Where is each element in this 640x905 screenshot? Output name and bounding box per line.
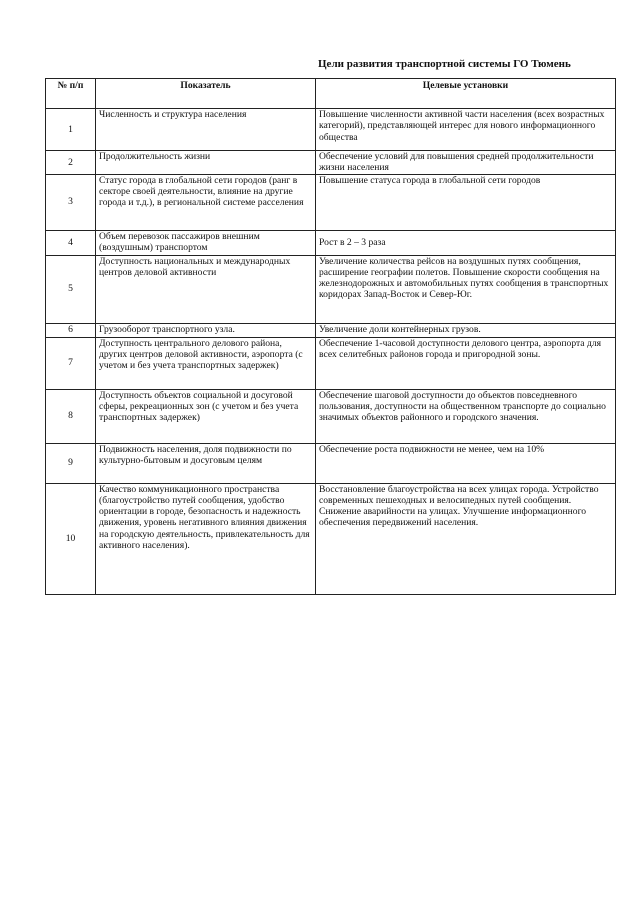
row-indicator: Грузооборот транспортного узла. <box>96 323 316 337</box>
table-row <box>46 255 616 323</box>
row-number: 6 <box>46 323 96 337</box>
row-number: 3 <box>46 174 96 230</box>
goals-table <box>45 78 616 595</box>
row-indicator: Статус города в глобальной сети городов (ранг в секторе своей деятельности, влияние на другие города и т.д.), в региональной системе расселения <box>96 174 316 230</box>
row-number: 10 <box>46 483 96 594</box>
row-goal: Повышение численности активной части населения (всех возрастных категорий), представляющей интерес для нового информационного общества <box>316 109 616 151</box>
table-header <box>46 79 616 109</box>
table-row <box>46 109 616 151</box>
row-indicator: Доступность национальных и международных центров деловой активности <box>96 255 316 323</box>
row-number: 7 <box>46 337 96 389</box>
table-row <box>46 483 616 594</box>
row-number: 1 <box>46 109 96 151</box>
row-goal: Рост в 2 – 3 раза <box>316 230 616 255</box>
row-indicator: Доступность центрального делового района, других центров деловой активности, аэропорта (с учетом и без учета транспортных задержек) <box>96 337 316 389</box>
row-indicator: Объем перевозок пассажиров внешним (воздушным) транспортом <box>96 230 316 255</box>
row-indicator: Численность и структура населения <box>96 109 316 151</box>
row-number: 8 <box>46 389 96 443</box>
table-row <box>46 389 616 443</box>
row-goal: Обеспечение шаговой доступности до объектов повседневного пользования, доступности на общественном транспорте до социально значимых объектов районного и городского значения. <box>316 389 616 443</box>
table-row <box>46 337 616 389</box>
row-goal: Увеличение доли контейнерных грузов. <box>316 323 616 337</box>
row-goal: Обеспечение роста подвижности не менее, чем на 10% <box>316 443 616 483</box>
row-number: 5 <box>46 255 96 323</box>
table-row <box>46 174 616 230</box>
table-row <box>46 230 616 255</box>
row-number: 2 <box>46 151 96 175</box>
row-goal: Обеспечение 1-часовой доступности делового центра, аэропорта для всех селитебных районов города и пригородной зоны. <box>316 337 616 389</box>
row-indicator: Доступность объектов социальной и досуговой сферы, рекреационных зон (с учетом и без учета транспортных задержек) <box>96 389 316 443</box>
page-title: Цели развития транспортной системы ГО Тюмень <box>318 58 571 70</box>
header-indicator: Показатель <box>96 79 316 109</box>
table-row <box>46 151 616 175</box>
header-goal: Целевые установки <box>316 79 616 109</box>
row-indicator: Качество коммуникационного пространства (благоустройство путей сообщения, удобство ориентации в городе, безопасность и надежность движения, уровень негативного влияния движения на городскую деятельность, привлекательность для активного населения). <box>96 483 316 594</box>
row-indicator: Подвижность населения, доля подвижности по культурно-бытовым и досуговым целям <box>96 443 316 483</box>
header-num: № п/п <box>46 79 96 109</box>
table-row <box>46 443 616 483</box>
row-number: 4 <box>46 230 96 255</box>
row-goal: Повышение статуса города в глобальной сети городов <box>316 174 616 230</box>
table-row <box>46 323 616 337</box>
row-goal: Восстановление благоустройства на всех улицах города. Устройство современных пешеходных и велосипедных путей сообщения. Снижение аварийности на улицах. Улучшение информационного обеспечения передвижений населения. <box>316 483 616 594</box>
row-goal: Обеспечение условий для повышения средней продолжительности жизни населения <box>316 151 616 175</box>
row-number: 9 <box>46 443 96 483</box>
row-indicator: Продолжительность жизни <box>96 151 316 175</box>
row-goal: Увеличение количества рейсов на воздушных путях сообщения, расширение географии полетов. Повышение скорости сообщения на железнодорожных и автомобильных путях сообщения в транспортных коридорах Запад-Восток и Север-Юг. <box>316 255 616 323</box>
